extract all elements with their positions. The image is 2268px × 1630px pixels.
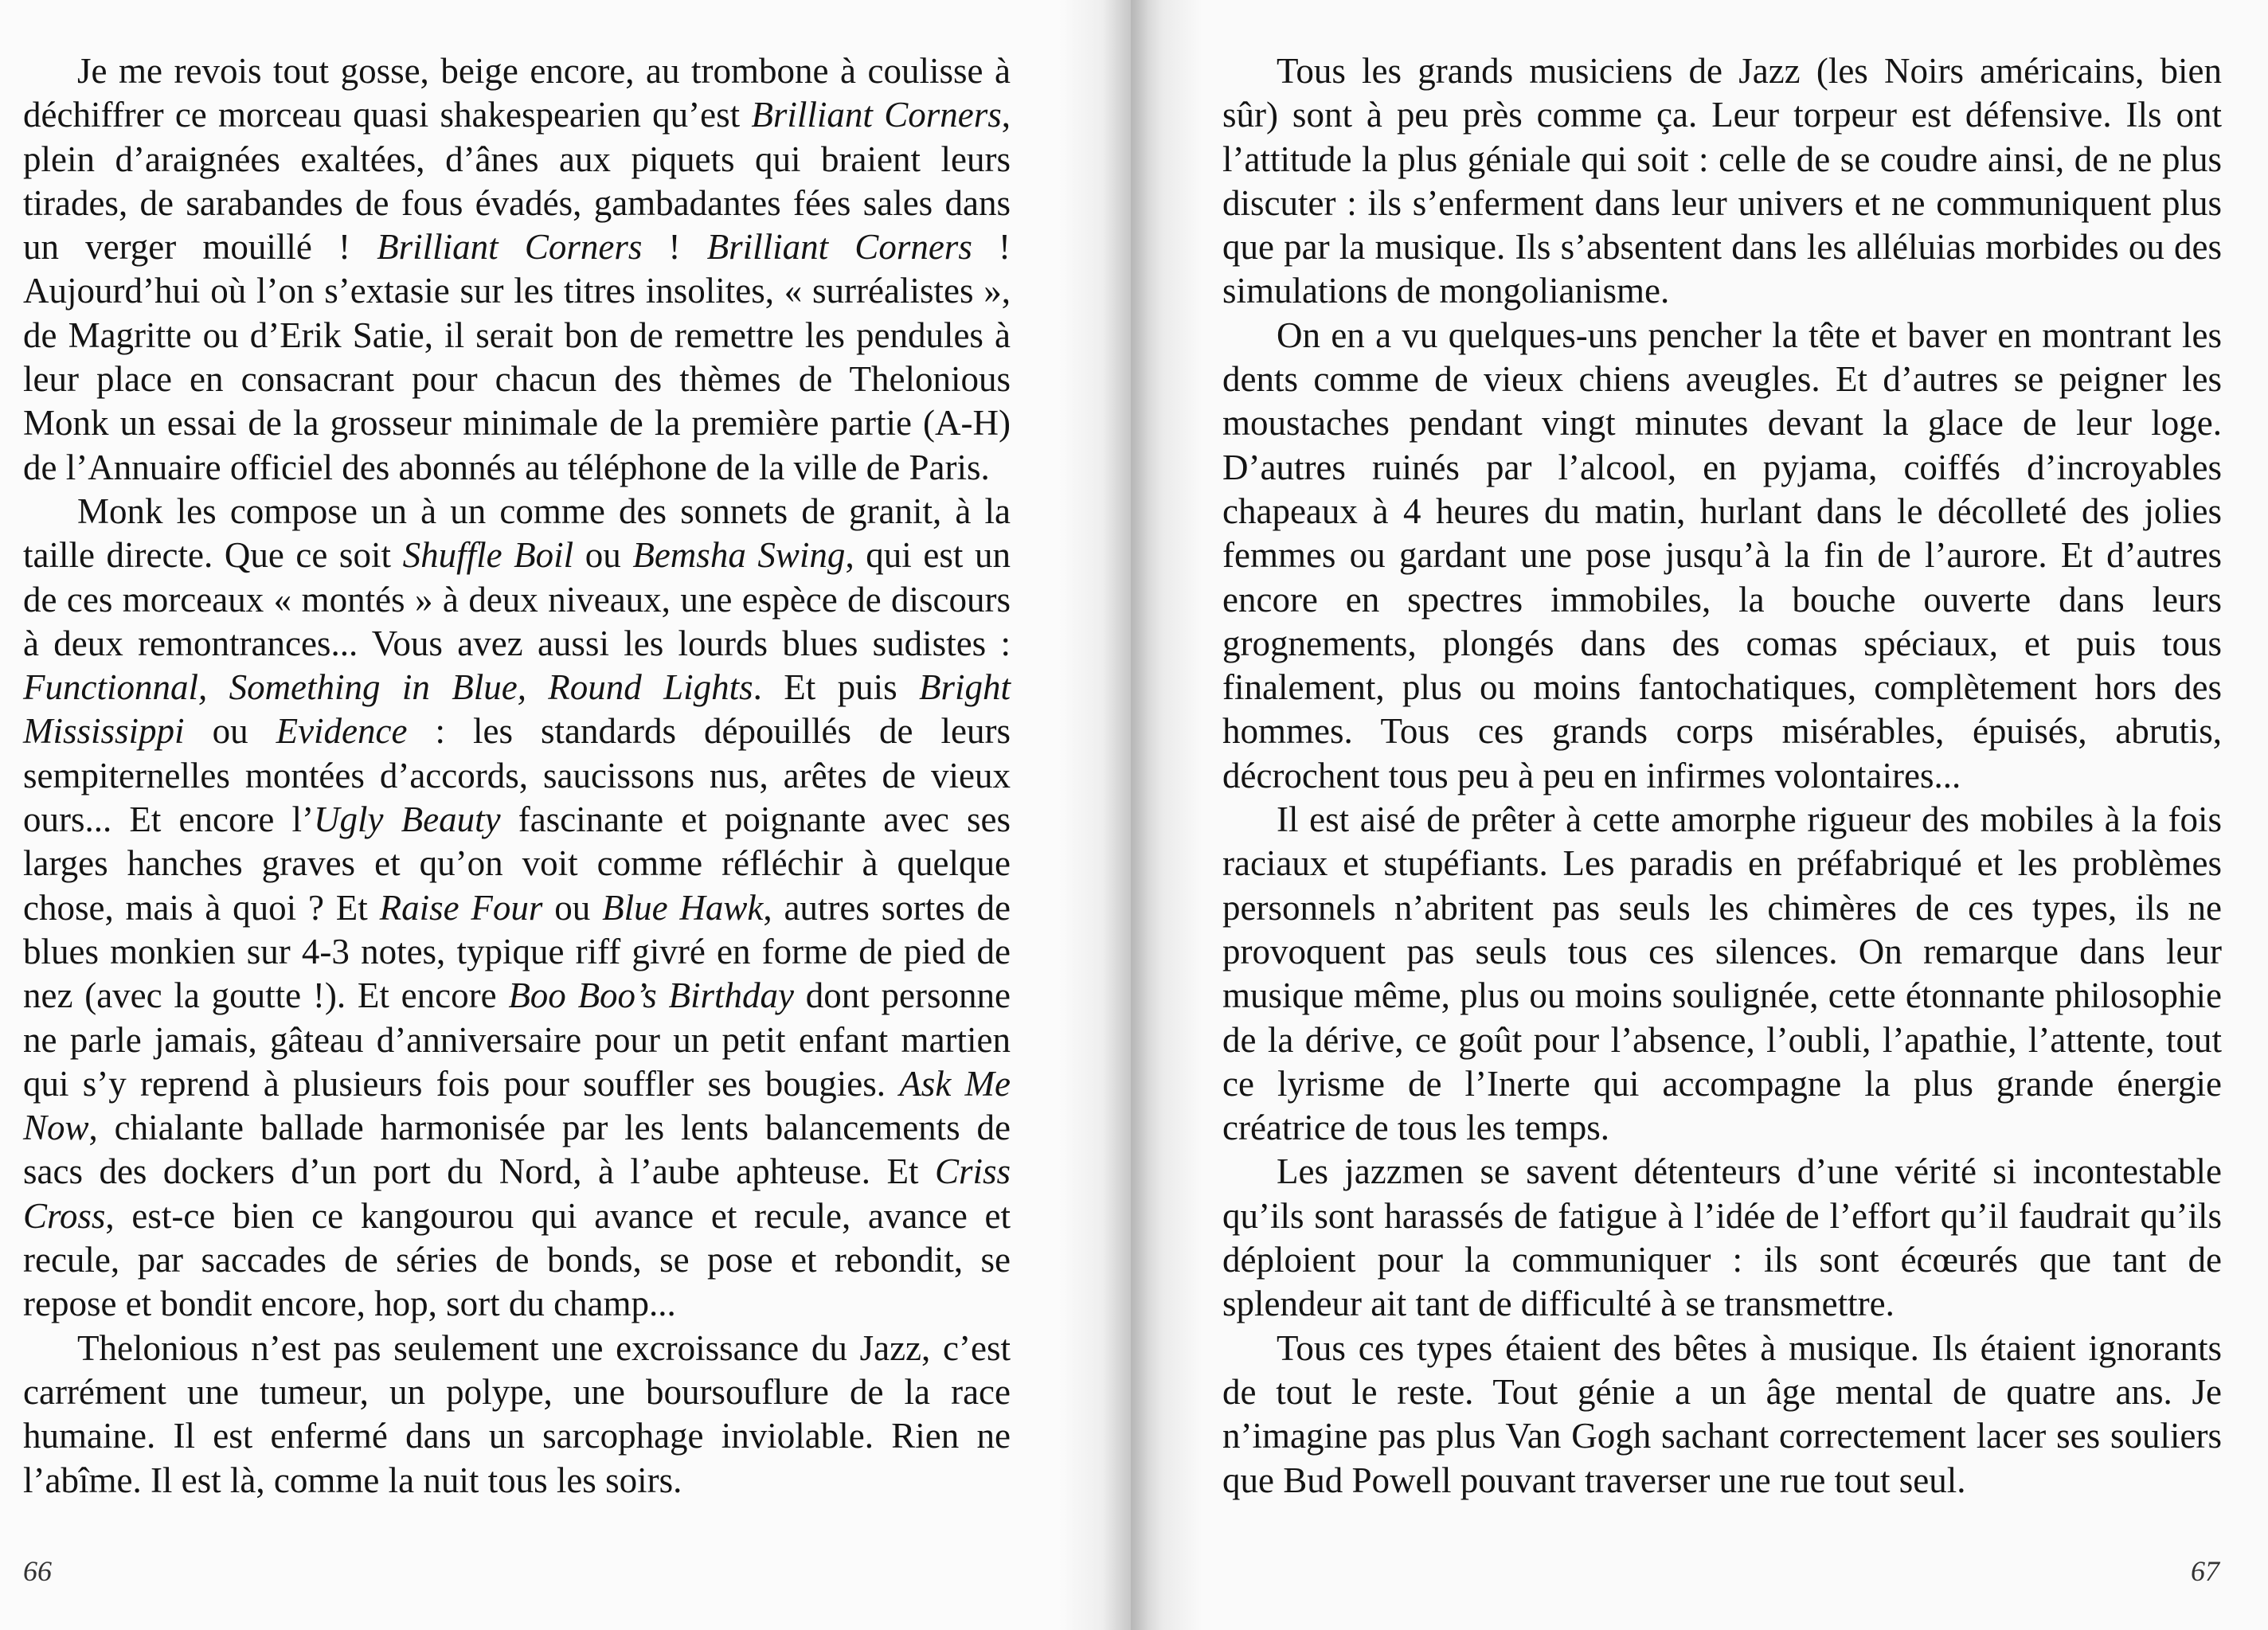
paragraph — [23, 490, 1011, 1327]
paragraph — [1222, 314, 2222, 798]
text-segment: Tous les grands musiciens de Jazz (les Noirs américains, bien sûr) sont à peu près comme ça. Leur torpeur est défensive. Ils ont l’attitude la plus géniale qui soit : celle de se coudre ainsi, de ne plus discuter : ils s’enferment dans leur univers et ne communiquent plus que par la musique. Ils s’absentent dans les alléluias morbides ou des simulations de mongolianisme. — [1222, 51, 2222, 311]
text-segment: dont personne ne parle jamais, gâteau d’anniversaire pour un petit enfant martien qui s’y reprend à plusieurs fois pour souffler ses bougies. — [23, 975, 1011, 1104]
text-segment: ou — [573, 535, 633, 576]
paragraph — [23, 49, 1011, 490]
italic-title: Ugly Beauty — [314, 799, 501, 840]
text-segment: Tous ces types étaient des bêtes à musique. Ils étaient ignorants de tout le reste. Tout génie a un âge mental de quatre ans. Je n’imagine pas plus Van Gogh sachant correctement lacer ses souliers que Bud Powell pouvant traverser une rue tout seul. — [1222, 1327, 2222, 1500]
text-segment: On en a vu quelques-uns pencher la tête et baver en montrant les dents comme de vieux chiens aveugles. Et d’autres se peigner les moustaches pendant vingt minutes devant la glace de leur loge. D’autres ruinés par l’alcool, en pyjama, coiffés d’incroyables chapeaux à 4 heures du matin, hurlant dans le décolleté des jolies femmes ou gardant une pose jusqu’à la fin de l’aurore. Et d’autres encore en spectres immobiles, la bouche ouverte dans leurs grognements, plongés dans des comas spéciaux, et puis tous finalement, plus ou moins fantochatiques, complètement hors des hommes. Tous ces grands corps misérables, épuisés, abrutis, décrochent tous peu à peu en infirmes volontaires... — [1222, 315, 2222, 795]
text-segment: , chialante ballade harmonisée par les lents balancements de sacs des dockers d’un port du Nord, à l’aube aphteuse. Et — [23, 1108, 1011, 1192]
italic-title: Shuffle Boil — [402, 535, 574, 576]
left-page-number: 66 — [23, 1555, 52, 1587]
italic-title: Functionnal, Something in Blue, Round Lights — [23, 667, 753, 708]
text-segment: , qui est un de ces morceaux « montés » à deux niveaux, une espèce de discours à deux remontrances... Vous avez aussi les lourds blues sudistes : — [23, 535, 1011, 663]
paragraph — [1222, 49, 2222, 314]
right-page — [1134, 0, 2268, 1630]
italic-title: Criss Cross — [23, 1151, 1011, 1236]
text-segment: , plein d’araignées exaltées, d’ânes aux piquets qui braient leurs tirades, de sarabandes de fous évadés, gambadantes fées sales dans un verger mouillé ! — [23, 95, 1011, 268]
text-segment: . Et puis — [753, 667, 919, 708]
italic-title: Raise Four — [379, 887, 543, 928]
paragraph — [1222, 1327, 2222, 1503]
text-segment: Monk les compose un à un comme des sonnets de granit, à la taille directe. Que ce soit — [23, 491, 1011, 576]
text-segment: Thelonious n’est pas seulement une excroissance du Jazz, c’est carrément une tumeur, un polype, une boursouflure de la race humaine. Il est enfermé dans un sarcophage inviolable. Rien ne l’abîme. Il est là, comme la nuit tous les soirs. — [23, 1327, 1011, 1500]
italic-title: Brilliant Corners — [706, 227, 972, 268]
paragraph — [23, 1327, 1011, 1503]
paragraph — [1222, 1150, 2222, 1326]
text-segment: ou — [184, 711, 276, 752]
text-segment: Les jazzmen se savent détenteurs d’une vérité si incontestable qu’ils sont harassés de fatigue à l’idée de l’effort qu’il faudrait qu’ils déploient pour la communiquer : ils sont écœurés que tant de splendeur ait tant de difficulté à se transmettre. — [1222, 1151, 2222, 1324]
italic-title: Boo Boo’s Birthday — [508, 975, 795, 1016]
text-segment: , autres sortes de blues monkien sur 4-3 notes, typique riff givré en forme de pied de nez (avec la goutte !). Et encore — [23, 887, 1011, 1016]
right-page-number: 67 — [2191, 1555, 2219, 1587]
text-segment: ! — [642, 227, 707, 268]
text-segment: ou — [542, 887, 603, 928]
italic-title: Ask Me Now — [23, 1063, 1011, 1148]
italic-title: Bright Mississippi — [23, 667, 1011, 752]
text-segment: Il est aisé de prêter à cette amorphe rigueur des mobiles à la fois raciaux et stupéfiants. Les paradis en préfabriqué et les problèmes personnels n’abritent pas seuls les chimères de ces types, ils ne provoquent pas seuls tous ces silences. On remarque dans leur musique même, plus ou moins soulignée, cette étonnante philosophie de la dérive, ce goût pour l’absence, l’oubli, l’apathie, l’attente, tout ce lyrisme de l’Inerte qui accompagne la plus grande énergie créatrice de tous les temps. — [1222, 799, 2222, 1148]
italic-title: Brilliant Corners — [377, 227, 643, 268]
italic-title: Bemsha Swing — [632, 535, 846, 576]
text-segment: ! Aujourd’hui où l’on s’extasie sur les titres insolites, « surréalistes », de Magritte ou d’Erik Satie, il serait bon de remettre les pendules à leur place en consacrant pour chacun des thèmes de Thelonious Monk un essai de la grosseur minimale de la première partie (A-H) de l’Annuaire officiel des abonnés au téléphone de la ville de Paris. — [23, 227, 1011, 487]
italic-title: Evidence — [276, 711, 408, 752]
right-page-text — [1222, 49, 2222, 1503]
text-segment: fascinante et poignante avec ses larges hanches graves et qu’on voit comme réfléchir à quelque chose, mais à quoi ? Et — [23, 799, 1011, 928]
italic-title: Brilliant Corners — [751, 95, 1002, 135]
text-segment: Je me revois tout gosse, beige encore, au trombone à coulisse à déchiffrer ce morceau quasi shakespearien qu’est — [23, 51, 1011, 135]
left-page-text — [23, 49, 1011, 1503]
italic-title: Blue Hawk — [602, 887, 764, 928]
paragraph — [1222, 798, 2222, 1150]
text-segment: : les standards dépouillés de leurs sempiternelles montées d’accords, saucissons nus, arêtes de vieux ours... Et encore l’ — [23, 711, 1011, 840]
text-segment: , est-ce bien ce kangourou qui avance et recule, avance et recule, par saccades de séries de bonds, se pose et rebondit, se repose et bondit encore, hop, sort du champ... — [23, 1195, 1011, 1324]
